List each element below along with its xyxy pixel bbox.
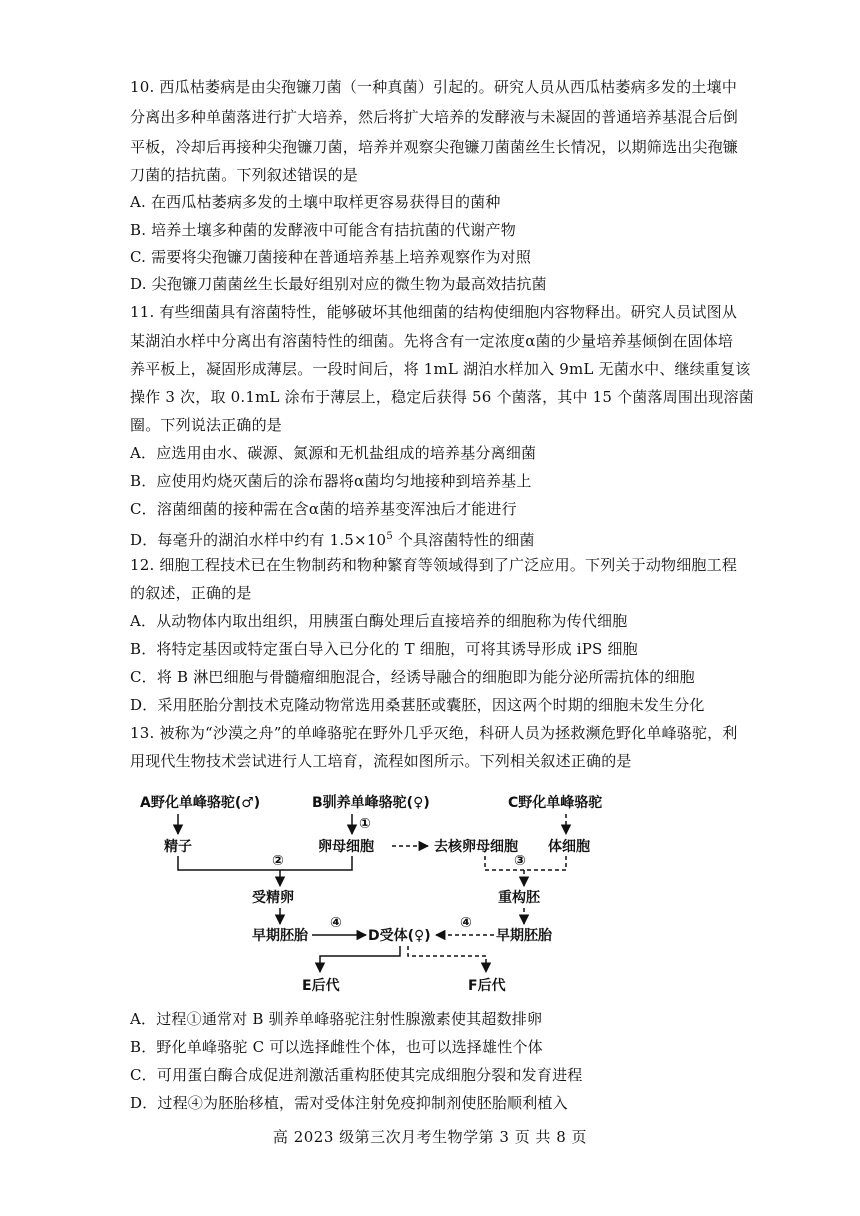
q11-stem-line-3: 养平板上，凝固形成薄层。一段时间后，将 1mL 湖泊水样加入 9mL 无菌水中、继续重复该 [130, 360, 751, 378]
q13-option-a: A．过程①通常对 B 驯养单峰骆驼注射性腺激素使其超数排卵 [130, 1010, 543, 1028]
q10-option-a: A. 在西瓜枯萎病多发的土壤中取样更容易获得目的菌种 [130, 193, 501, 211]
q10-stem-line-3: 平板，冷却后再接种尖孢镰刀菌，培养并观察尖孢镰刀菌菌丝生长情况，以期筛选出尖孢镰 [130, 138, 739, 156]
q13-option-b: B．野化单峰骆驼 C 可以选择雌性个体，也可以选择雄性个体 [130, 1038, 543, 1056]
step-1-label: ① [359, 816, 371, 832]
node-somatic-cell: 体细胞 [548, 839, 590, 855]
node-oocyte: 卵母细胞 [318, 839, 374, 855]
q12-stem-line-2: 的叙述，正确的是 [130, 584, 252, 602]
q13-stem-line-1: 13. 被称为“沙漠之舟”的单峰骆驼在野外几乎灭绝，科研人员为拯救濒危野化单峰骆驼，利 [130, 724, 738, 742]
q10-option-b: B. 培养土壤多种菌的发酵液中可能含有拮抗菌的代谢产物 [130, 221, 516, 239]
q13-option-c: C．可用蛋白酶合成促进剂激活重构胚使其完成细胞分裂和发育进程 [130, 1066, 583, 1084]
q11-stem-line-4: 操作 3 次，取 0.1mL 涂布于薄层上，稳定后获得 56 个菌落，其中 15 个菌落周围出现溶菌 [130, 388, 754, 406]
node-early-embryo-right: 早期胚胎 [496, 928, 552, 944]
step-4-left-label: ④ [330, 915, 342, 931]
arrow-to-offspring-e [320, 946, 400, 972]
page-footer: 高 2023 级第三次月考生物学第 3 页 共 8 页 [272, 1128, 588, 1146]
q10-stem-line-4: 刀菌的拮抗菌。下列叙述错误的是 [130, 166, 359, 184]
node-reconstructed-embryo: 重构胚 [498, 890, 540, 906]
q12-option-d: D．采用胚胎分割技术克隆动物常选用桑葚胚或囊胚，因这两个时期的细胞未发生分化 [130, 696, 705, 714]
q11-option-d-post: 个具溶菌特性的细菌 [392, 531, 535, 549]
q11-option-d-exponent: 5 [386, 531, 393, 542]
q10-option-d: D. 尖孢镰刀菌菌丝生长最好组别对应的微生物为最高效拮抗菌 [130, 275, 547, 293]
bracket-fertilization [178, 856, 352, 870]
q12-stem-line-1: 12. 细胞工程技术已在生物制药和物种繁育等领域得到了广泛应用。下列关于动物细胞工程 [130, 556, 738, 574]
node-offspring-f: F后代 [468, 978, 506, 994]
node-sperm: 精子 [164, 839, 192, 855]
node-a-wild-male-camel: A野化单峰骆驼(♂) [140, 795, 261, 811]
node-c-wild-camel: C野化单峰骆驼 [508, 795, 603, 811]
q11-option-c: C．溶菌细菌的接种需在含α菌的培养基变浑浊后才能进行 [130, 500, 517, 518]
node-recipient-female: D受体(♀) [368, 928, 431, 944]
q11-stem-line-2: 某湖泊水样中分离出有溶菌特性的细菌。先将含有一定浓度α菌的少量培养基倾倒在固体培 [130, 332, 734, 350]
arrow-to-offspring-f [408, 946, 486, 972]
q10-stem-line-2: 分离出多种单菌落进行扩大培养，然后将扩大培养的发酵液与未凝固的普通培养基混合后倒 [130, 108, 739, 126]
q11-stem-line-5: 圈。下列说法正确的是 [130, 416, 283, 434]
node-fertilized-egg: 受精卵 [252, 890, 294, 906]
node-enucleated-oocyte: 去核卵母细胞 [434, 839, 518, 855]
q12-option-b: B．将特定基因或特定蛋白导入已分化的 T 细胞，可将其诱导形成 iPS 细胞 [130, 640, 638, 658]
q13-option-d: D．过程④为胚胎移植，需对受体注射免疫抑制剂使胚胎顺利植入 [130, 1094, 568, 1112]
q11-option-a: A．应选用由水、碳源、氮源和无机盐组成的培养基分离细菌 [130, 444, 537, 462]
step-4-right-label: ④ [460, 915, 472, 931]
step-3-label: ③ [514, 853, 526, 869]
camel-breeding-flow-diagram [130, 790, 650, 995]
node-offspring-e: E后代 [302, 978, 340, 994]
node-b-domestic-female-camel: B驯养单峰骆驼(♀) [312, 795, 430, 811]
q11-option-d [130, 526, 785, 551]
q10-option-c: C. 需要将尖孢镰刀菌接种在普通培养基上培养观察作为对照 [130, 248, 532, 266]
q10-stem-line-1: 10. 西瓜枯萎病是由尖孢镰刀菌（一种真菌）引起的。研究人员从西瓜枯萎病多发的土壤中 [130, 78, 738, 96]
q11-option-b: B．应使用灼烧灭菌后的涂布器将α菌均匀地接种到培养基上 [130, 472, 532, 490]
q11-stem-line-1: 11. 有些细菌具有溶菌特性，能够破坏其他细菌的结构使细胞内容物释出。研究人员试图从 [130, 303, 738, 321]
step-2-label: ② [272, 853, 284, 869]
q12-option-c: C．将 B 淋巴细胞与骨髓瘤细胞混合，经诱导融合的细胞即为能分泌所需抗体的细胞 [130, 668, 695, 686]
q11-option-d-pre: D．每毫升的湖泊水样中约有 1.5×10 [130, 531, 387, 549]
node-early-embryo-left: 早期胚胎 [252, 928, 308, 944]
q13-stem-line-2: 用现代生物技术尝试进行人工培育，流程如图所示。下列相关叙述正确的是 [130, 752, 632, 770]
q12-option-a: A．从动物体内取出组织，用胰蛋白酶处理后直接培养的细胞称为传代细胞 [130, 612, 628, 630]
